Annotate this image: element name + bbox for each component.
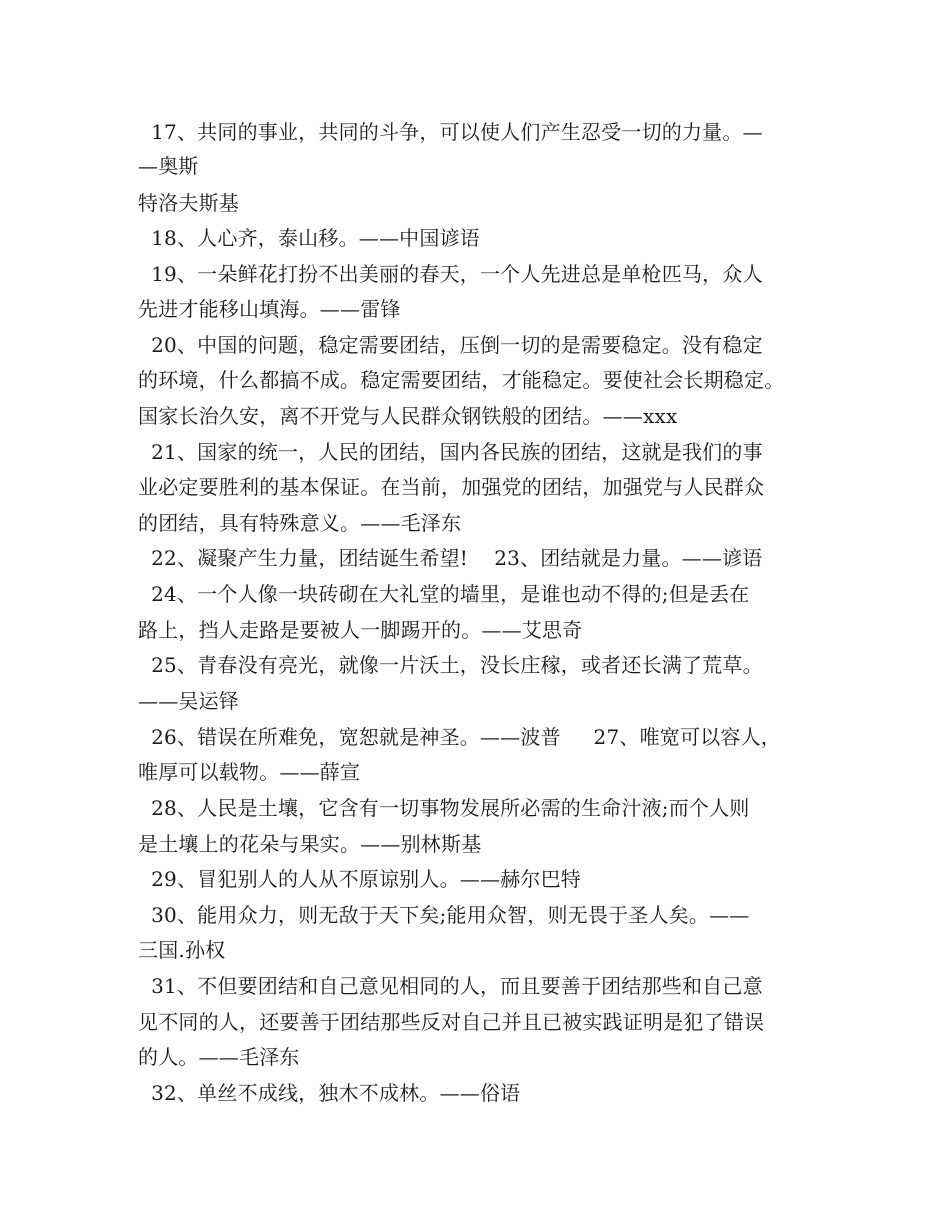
- text-line: 26、错误在所难免，宽恕就是神圣。——波普 27、唯宽可以容人，: [138, 725, 781, 749]
- text-line: 31、不但要团结和自己意见相同的人，而且要善于团结那些和自己意: [138, 974, 763, 998]
- text-line: 30、能用众力，则无敌于天下矣;能用众智，则无畏于圣人矣。——: [138, 903, 750, 927]
- text-line: —奥斯: [138, 154, 199, 178]
- text-line: 业必定要胜利的基本保证。在当前，加强党的团结，加强党与人民群众: [138, 475, 765, 499]
- text-line: 三国.孙权: [138, 938, 226, 962]
- text-line: 25、青春没有亮光，就像一片沃土，没长庄稼，或者还长满了荒草。: [138, 653, 763, 677]
- text-line: ——吴运铎: [138, 689, 239, 713]
- text-line: 路上，挡人走路是要被人一脚踢开的。——艾思奇: [138, 618, 583, 642]
- text-line: 20、中国的问题，稳定需要团结，压倒一切的是需要稳定。没有稳定: [138, 333, 763, 357]
- text-line: 29、冒犯别人的人从不原谅别人。——赫尔巴特: [138, 867, 581, 891]
- text-line: 21、国家的统一，人民的团结，国内各民族的团结，这就是我们的事: [138, 440, 763, 464]
- text-line: 的团结，具有特殊意义。——毛泽东: [138, 511, 462, 535]
- text-line: 32、单丝不成线，独木不成林。——俗语: [138, 1081, 521, 1105]
- text-line: 唯厚可以载物。——薛宣: [138, 760, 361, 784]
- text-line: 的人。——毛泽东: [138, 1045, 300, 1069]
- text-line: 国家长治久安，离不开党与人民群众钢铁般的团结。——xxx: [138, 404, 678, 428]
- text-line: 19、一朵鲜花打扮不出美丽的春天，一个人先进总是单枪匹马，众人: [138, 262, 763, 286]
- text-line: 17、共同的事业，共同的斗争，可以使人们产生忍受一切的力量。—: [138, 120, 763, 144]
- text-line: 28、人民是土壤，它含有一切事物发展所必需的生命汁液;而个人则: [138, 796, 750, 820]
- text-line: 24、一个人像一块砖砌在大礼堂的墙里，是谁也动不得的;但是丢在: [138, 582, 750, 606]
- text-line: 是土壤上的花朵与果实。——别林斯基: [138, 832, 482, 856]
- text-line: 的环境，什么都搞不成。稳定需要团结，才能稳定。要使社会长期稳定。: [138, 368, 785, 392]
- text-line: 特洛夫斯基: [138, 191, 239, 215]
- text-line: 18、人心齐，泰山移。——中国谚语: [138, 226, 480, 250]
- text-line: 见不同的人，还要善于团结那些反对自己并且已被实践证明是犯了错误: [138, 1010, 765, 1034]
- text-line: 先进才能移山填海。——雷锋: [138, 297, 401, 321]
- text-line: 22、凝聚产生力量，团结诞生希望! 23、团结就是力量。——谚语: [138, 546, 763, 570]
